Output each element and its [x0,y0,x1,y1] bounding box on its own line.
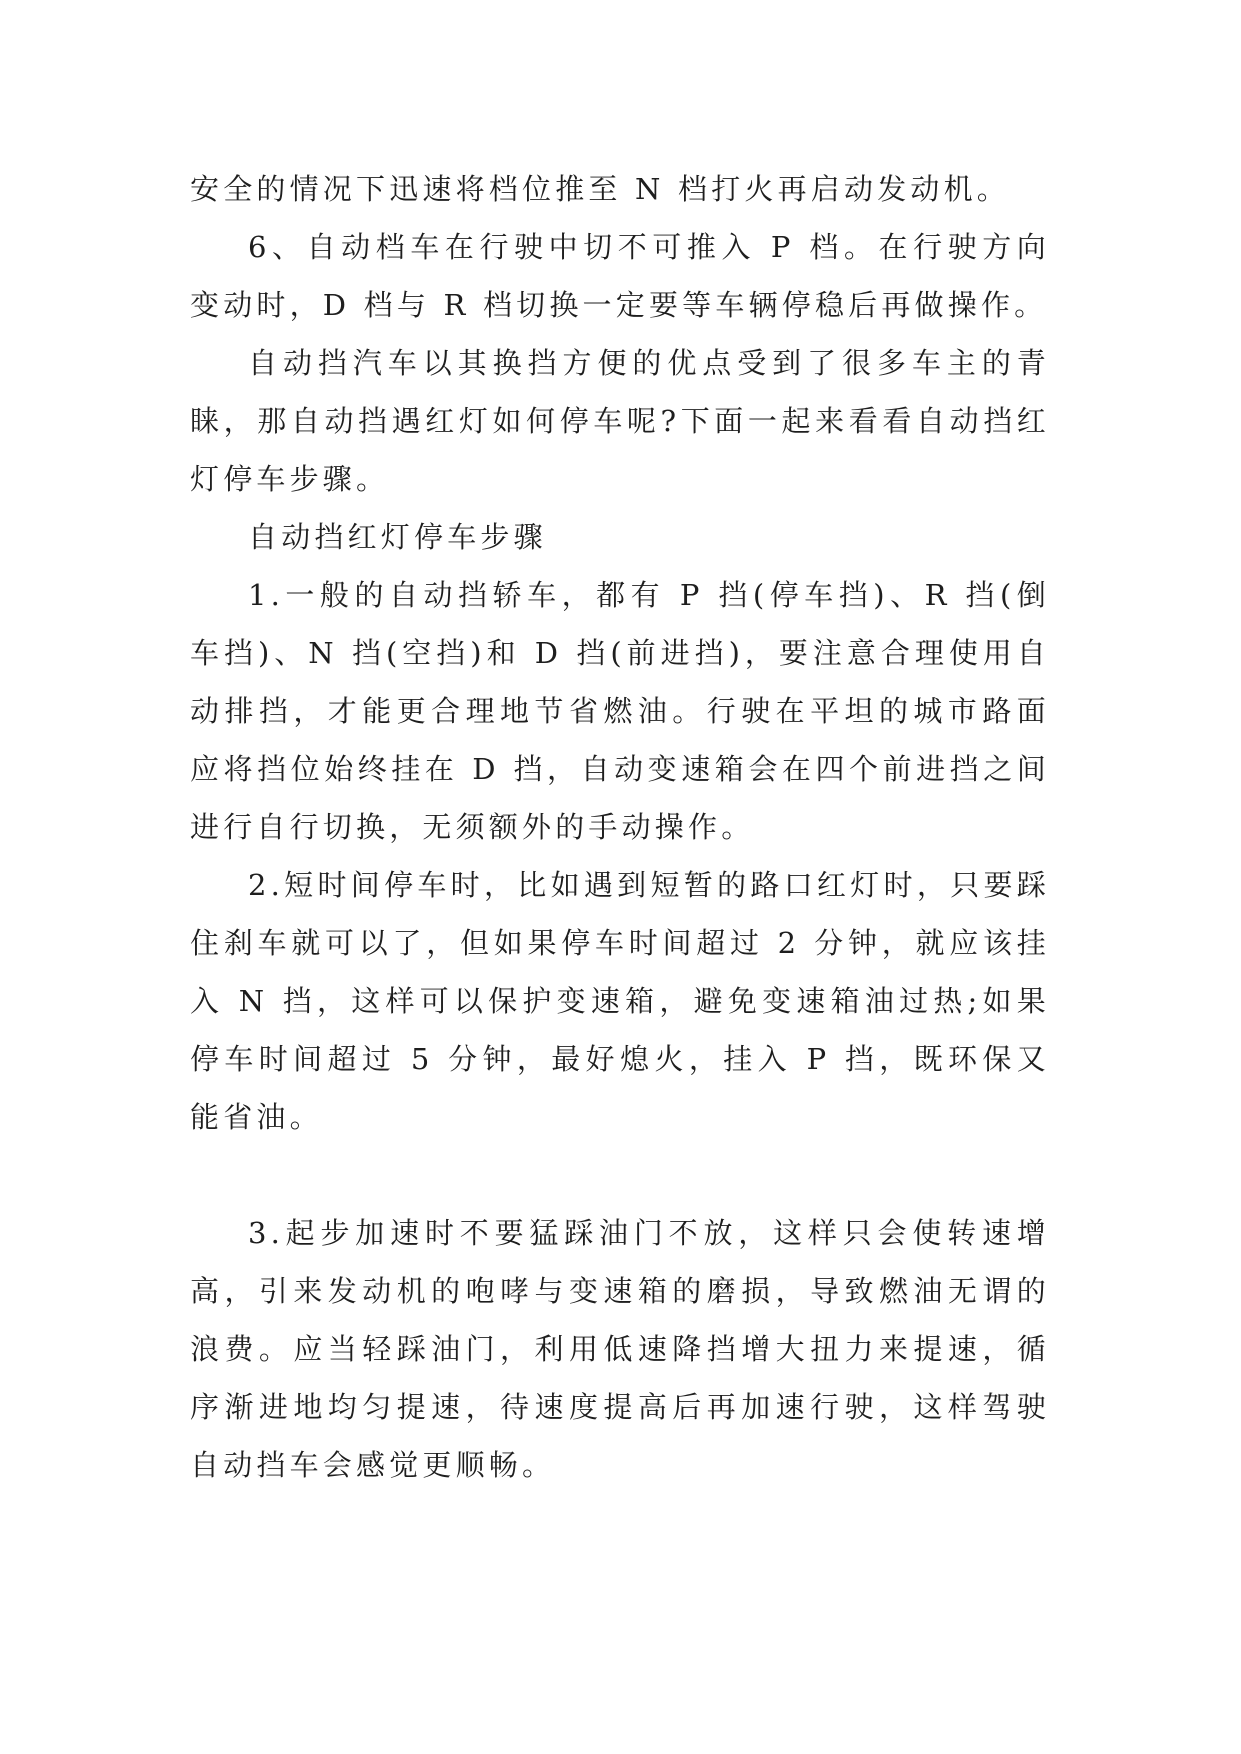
paragraph-step-2: 2.短时间停车时，比如遇到短暂的路口红灯时，只要踩住刹车就可以了，但如果停车时间超过 2 分钟，就应该挂入 N 挡，这样可以保护变速箱，避免变速箱油过热;如果停车时间超过 5 分钟，最好熄火，挂入 P 挡，既环保又能省油。 [190,868,1050,1134]
paragraph-continuation: 安全的情况下迅速将档位推至 N 档打火再启动发动机。 [190,172,1011,206]
document-body [190,160,1050,1494]
paragraph-gap [190,1146,1050,1204]
paragraph-step-1: 1.一般的自动挡轿车，都有 P 挡(停车挡)、R 挡(倒车挡)、N 挡(空挡)和 D 挡(前进挡)，要注意合理使用自动排挡，才能更合理地节省燃油。行驶在平坦的城市路面应将挡位始终挂在 D 挡，自动变速箱会在四个前进挡之间进行自行切换，无须额外的手动操作。 [190,578,1050,844]
section-heading: 自动挡红灯停车步骤 [248,520,547,554]
paragraph-intro: 自动挡汽车以其换挡方便的优点受到了很多车主的青睐，那自动挡遇红灯如何停车呢?下面一起来看看自动挡红灯停车步骤。 [190,346,1050,496]
paragraph-item-6: 6、自动档车在行驶中切不可推入 P 档。在行驶方向变动时，D 档与 R 档切换一定要等车辆停稳后再做操作。 [190,230,1050,322]
paragraph-step-3: 3.起步加速时不要猛踩油门不放，这样只会使转速增高，引来发动机的咆哮与变速箱的磨损，导致燃油无谓的浪费。应当轻踩油门，利用低速降挡增大扭力来提速，循序渐进地均匀提速，待速度提高后再加速行驶，这样驾驶自动挡车会感觉更顺畅。 [190,1216,1050,1482]
